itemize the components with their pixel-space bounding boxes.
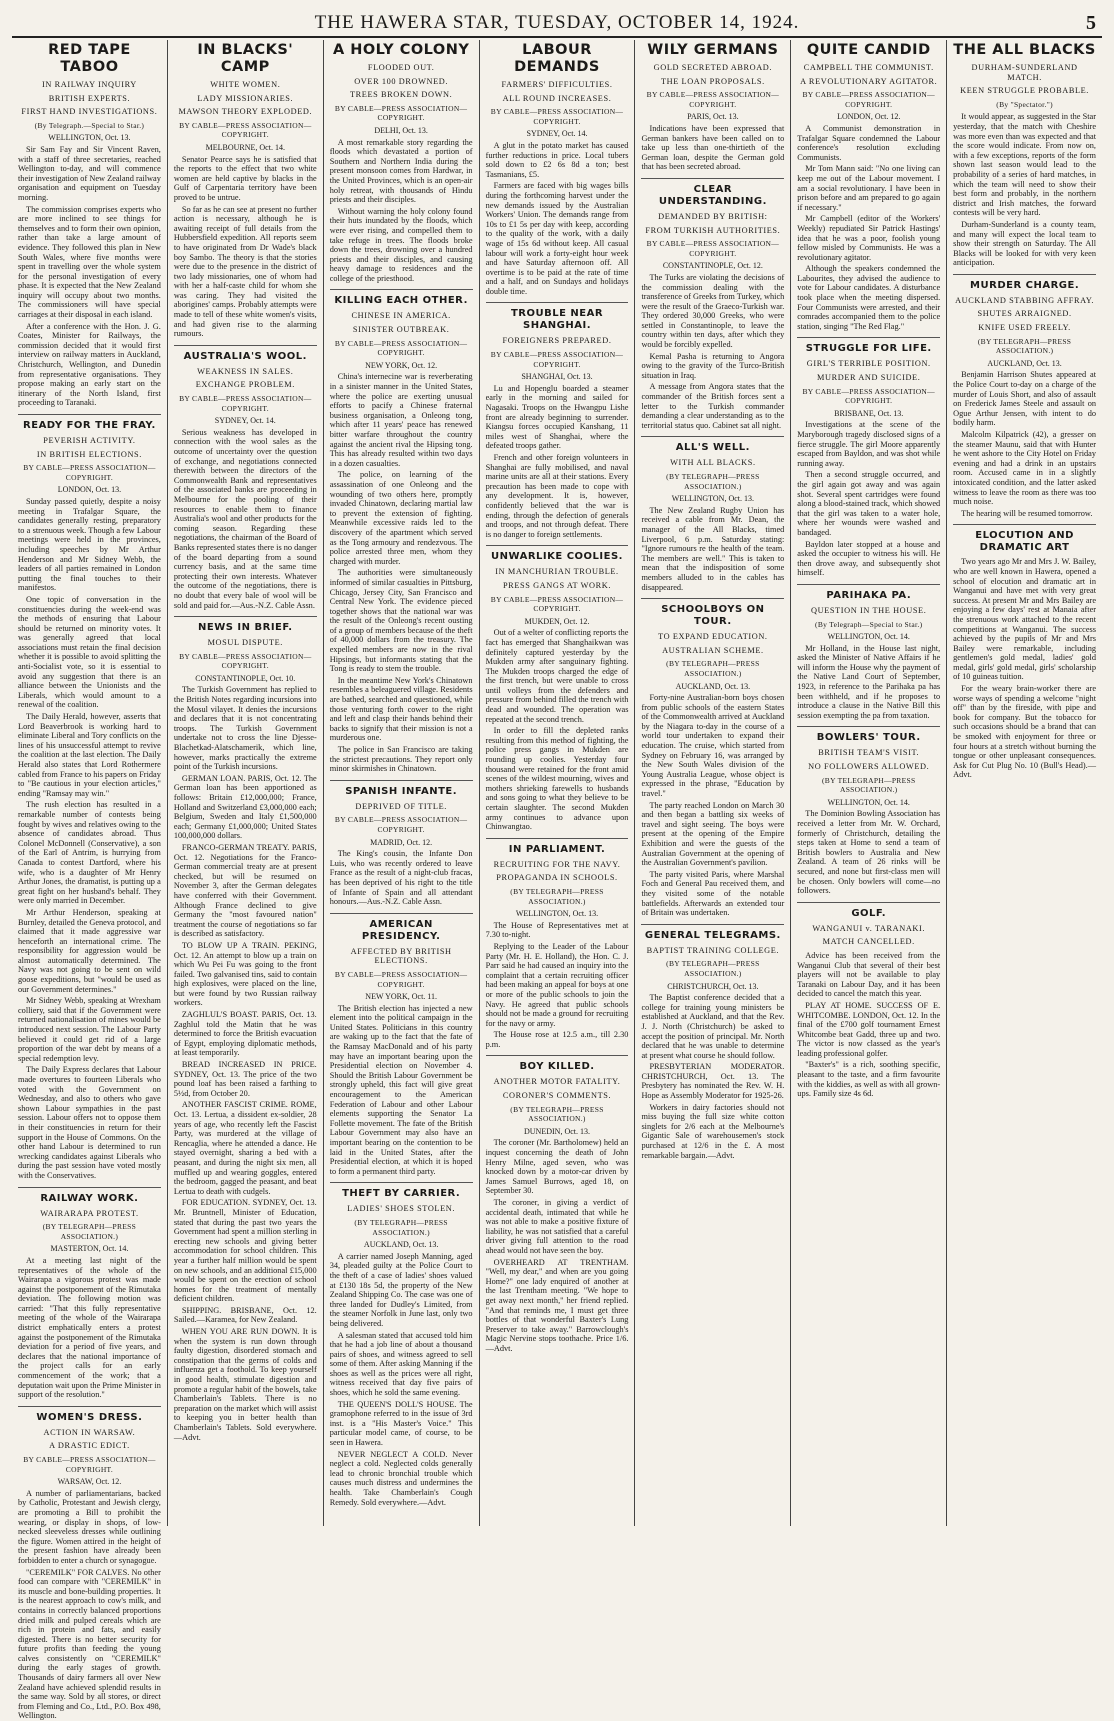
story-paragraph: In the meantime New York's Chinatown resembles a beleaguered village. Residents are bathed, searched and questioned, while those venturing forth cower to the right and left and clasp their hands behind their backs to signify that their mission is not a murderous one.: [329, 675, 473, 743]
story-subheading: MAWSON THEORY EXPLODED.: [178, 107, 313, 117]
newspaper-columns: [12, 40, 1102, 1721]
story-subheading: LADY MISSIONARIES.: [197, 93, 294, 103]
story-byline: BY CABLE—PRESS ASSOCIATION—COPYRIGHT.: [802, 90, 935, 109]
story-subheading: RECRUITING FOR THE NAVY.: [493, 859, 621, 869]
story-headline: A HOLY COLONY: [332, 42, 470, 58]
story-headline: IN BLACKS' CAMP: [197, 42, 294, 75]
story-byline: BY CABLE—PRESS ASSOCIATION—COPYRIGHT.: [23, 1455, 156, 1474]
story-dateline: LONDON, Oct. 13.: [57, 485, 122, 495]
story-subheading: NO FOLLOWERS ALLOWED.: [808, 762, 930, 772]
story-dateline: WARSAW, Oct. 12.: [57, 1477, 122, 1487]
story-headline: AMERICAN PRESIDENCY.: [330, 913, 473, 943]
story-subheading: MURDER AND SUICIDE.: [817, 373, 921, 383]
story-paragraph: Durham-Sunderland is a county team, and many will expect the local team to show their strength on Saturday. The All Blacks will be looked for with very keen anticipation.: [953, 219, 1097, 268]
story-subheading: IN BRITISH ELECTIONS.: [36, 449, 142, 459]
story-headline: AUSTRALIA'S WOOL.: [174, 345, 317, 363]
story-paragraph: A number of parliamentarians, backed by Catholic, Protestant and Jewish clergy, are promoting a Bill to prohibit the wearing, or display in shops, of low-necked sleeveless dresses while outlining the figure. Women attired in the height of the present fashion have already been forbidden to enter a church or synagogue.: [18, 1488, 161, 1565]
news-story: [641, 436, 784, 592]
story-headline: TROUBLE NEAR SHANGHAI.: [486, 302, 629, 332]
story-subheading: AUSTRALIAN SCHEME.: [662, 645, 764, 655]
story-dateline: SHANGHAI, Oct. 13.: [521, 372, 593, 382]
story-subheading: EXCHANGE PROBLEM.: [195, 380, 295, 390]
story-subheading: ACTION IN WARSAW.: [43, 1427, 136, 1437]
story-subheading: DEMANDED BY BRITISH:: [658, 211, 768, 221]
story-subheading: GIRL'S TERRIBLE POSITION.: [806, 359, 931, 369]
story-dateline: WELLINGTON, Oct. 14.: [827, 797, 910, 807]
story-headline: SCHOOLBOYS ON TOUR.: [641, 598, 784, 628]
story-paragraph: Forty-nine Australian-born boys chosen from public schools of the eastern States of the Commonwealth arrived at Auckland by the Niagara to-day in the course of a world tour undertaken to expand their education. The cruise, which started from Sydney on February 16, was arranged by the New South Wales division of the Young Australia League, whose object is expressed in the phrase, "Education by travel.": [641, 693, 785, 799]
story-paragraph: The rush election has resulted in a remarkable number of contests being fought by wives and relatives owing to the absence of candidates abroad. Thus Colonel McDonnell (Conservative), a son of the Earl of Antrim, is hurrying from Canada to contest Dartford, where his wife, who is a daughter of Mr Henry Arthur Jones, the dramatist, is putting up a great fight on her husband's behalf. They were only married in December.: [18, 800, 161, 906]
story-byline: (BY TELEGRAPH—PRESS ASSOCIATION.): [666, 659, 760, 678]
news-column: [480, 40, 636, 1526]
story-paragraph: THE QUEEN'S DOLL'S HOUSE. The gramophone referred to in the issue of 3rd inst. is a "His Master's Voice." This particular model came, of course, to be seen in Hawera.: [329, 1399, 473, 1448]
story-paragraph: The hearing will be resumed tomorrow.: [961, 508, 1093, 518]
story-paragraph: The Daily Herald, however, asserts that Lord Beaverbrook is working hard to eliminate Liberal and Tory conflicts on the lines of his unsuccessful attempt to revive the coalition at the last election. The Daily Herald also states that Lord Rothermere cabled from France to his papers on Friday to "Be cautious in your election articles," ending "Ramsay may win.": [18, 712, 161, 798]
story-paragraph: FRANCO-GERMAN TREATY. PARIS, Oct. 12. Negotiations for the Franco-German commercial treaty are at present checked, but will be resumed on November 3, after the German delegates have conferred with their Government. Although France declined to give Germany the "most favoured nation" treatment the course of negotiations so far is described as satisfactory.: [173, 842, 317, 939]
news-story: [641, 178, 784, 430]
story-paragraph: Sir Sam Fay and Sir Vincent Raven, with a staff of three secretaries, reached Wellington to-day, and will commence their investigation of New Zealand railway organisation and equipment on Tuesday morning.: [18, 144, 161, 202]
news-column: [168, 40, 324, 1526]
story-dateline: DELHI, Oct. 13.: [374, 125, 428, 135]
story-byline: (BY TELEGRAPH—PRESS ASSOCIATION.): [666, 472, 760, 491]
story-headline: QUITE CANDID: [806, 42, 931, 58]
story-headline: RAILWAY WORK.: [18, 1187, 161, 1205]
story-paragraph: "CEREMILK" FOR CALVES. No other food can compare with "CEREMILK" in its muscle and bone-building properties. It is the nearest approach to cow's milk, and contains in correctly balanced proportions dried milk and pulped cereals which are rich in protein and fats, and easily digested. There is no better security for future profits than feeding the young calves consistently on "CEREMILK" during the early stages of growth. Thousands of dairy farmers all over New Zealand have achieved splendid results in the same way. Sold by all stores, or direct from Fleming and Co., Ltd., P.O. Box 498, Wellington.: [18, 1567, 161, 1721]
story-paragraph: So far as he can see at present no further action is necessary, although he is awaiting receipt of full details from the Hubbersfield expedition. All reports seem to have originated from Dr Wade's black boy Sambo. The theory is that the stories were due to the presence in the district of two lady missionaries, one of whom had with her a half-caste child for whom she was caring. They had visited the aborigines' camps. Probably attempts were made to tell of these white women's visits, and had given rise to the alarming rumours.: [173, 204, 317, 339]
news-story: [330, 42, 473, 283]
story-paragraph: ANOTHER FASCIST CRIME. ROME, Oct. 13. Lertua, a dissident ex-soldier, 28 years of age, who recently left the Fascist Party, was murdered at the village of Rencaglia, where he attended a dance. He stayed overnight, sharing a bed with a peasant, and during the night six men, all muffled up and wearing goggles, entered the bedroom, gagged the peasant, and beat Lertua to death with cudgels.: [173, 1100, 317, 1196]
story-paragraph: The authorities were simultaneously informed of similar casualties in Pittsburg, Chicago, Jersey City, San Francisco and Central New York. The evidence pieced together shows that the national war was the result of the Onleong's recent ousting of a group of members because of the theft of 40,000 dollars from the treasury. The expelled members are now in the rival Hipsings, but informants stating that the Tong is ready to stem the trouble.: [329, 568, 473, 674]
story-paragraph: OVERHEARD AT TRENTHAM. "Well, my dear," and when are you going Home?" one lady enquired of another at the last Trentham meeting. "We hope to get away next month," her friend replied. "And that reminds me, I must get three bottles of that wonderful Baxter's Lung Preserver to take away." Barrowclough's Magic Nervine stops toothache. Price 1/6.—Advt.: [485, 1257, 629, 1353]
story-paragraph: The party reached London on March 30 and then began a battling six weeks of travel and sight seeing. The boys were present at the opening of the Empire Exhibition and were the guests of the Australian Government at the opening of the Australian Government's pavilion.: [641, 800, 785, 868]
story-byline: (By Telegraph—Special to Star.): [815, 619, 923, 629]
story-paragraph: A glut in the potato market has caused further reductions in price. Local tubers sold down to £2 6s 8d a ton; best Tasmanians, £5.: [485, 140, 629, 179]
news-story: [330, 1182, 473, 1507]
news-story: [174, 616, 317, 1442]
story-headline: CLEAR UNDERSTANDING.: [641, 178, 784, 208]
story-headline: ALL'S WELL.: [641, 436, 784, 454]
story-byline: BY CABLE—PRESS ASSOCIATION—COPYRIGHT.: [334, 103, 468, 123]
story-paragraph: FOR EDUCATION. SYDNEY, Oct. 13. Mr. Bruntnell, Minister of Education, stated that during the past two years the Government had spent a million sterling in erecting new schools and giving better accommodation for school children. This year a further half million would be spent on new schools, and an additional £15,000 would be spent on the erection of school homes for the treatment of mentally deficient children.: [173, 1198, 317, 1304]
story-subheading: WAIRARAPA PROTEST.: [40, 1208, 139, 1218]
story-paragraph: In order to fill the depleted ranks resulting from this method of fighting, the police press gangs in Mukden are rounding up coolies. Yesterday four thousand were retained for the front amid scenes of the wildest mourning, wives and mothers shrieking farewells to husbands and sons going to what they believe to be certain slaughter. The second Mukden army continues to advance upon Chinwangtao.: [485, 726, 629, 832]
story-headline: NEWS IN BRIEF.: [174, 616, 317, 634]
story-paragraph: Without warning the holy colony found their huts inundated by the floods, which were ever rising, and compelled them to take refuge in trees. The floods broke down the trees, drowning over a hundred priests and their disciples, and causing heavy damage to residences and the college of the priesthood.: [329, 206, 473, 283]
story-paragraph: Lu and Hopenglu boarded a steamer early in the morning and sailed for Nagasaki. Troops on the Hwangpu Lishe front are already beginning to surrender. Kiangsu forces occupied Kanshang, 11 miles west of Shanghai, where the defeated troops gather.: [485, 383, 629, 451]
story-paragraph: TO BLOW UP A TRAIN. PEKING, Oct. 12. An attempt to blow up a train on which Wu Pei Fu was going to the front failed. Two galvanised tins, said to contain high explosives, were placed on the line, but were found by two Russian railway workers.: [173, 940, 317, 1008]
story-subheading: IN RAILWAY INQUIRY: [42, 80, 137, 89]
page-number: 5: [1086, 12, 1096, 34]
story-subheading: WEAKNESS IN SALES.: [197, 366, 294, 376]
story-paragraph: The King's cousin, the Infante Don Luis, who was recently ordered to leave France as the result of a night-club fracas, has been deprived of his right to the title of Infante of Spain and all attendant honours.—Aus.-N.Z. Cable Assn.: [329, 849, 473, 907]
story-subheading: SINISTER OUTBREAK.: [352, 325, 450, 335]
story-paragraph: It would appear, as suggested in the Star yesterday, that the match with Cheshire was more even than was expected and that the score would indicate. From now on, with a few exceptions, reports of the form shown last season would lead to the probability of a series of hard matches, in which the team will need to show their best form and probably, in the northern district and Irish matches, the forward contests will be very hard.: [953, 112, 1097, 218]
news-column: [791, 40, 947, 1526]
story-subheading: FOREIGNERS PREPARED.: [502, 336, 612, 346]
story-headline: WILY GERMANS: [647, 42, 779, 58]
story-paragraph: A carrier named Joseph Manning, aged 34, pleaded guilty at the Police Court to the theft of a case of ladies' shoes valued at £130 18s 5d, the property of the New Zealand Shipping Co. The case was one of three landed for Dudley's Limited, from the steamer Norfolk in June last, only two being delivered.: [329, 1251, 473, 1328]
story-subheading: OVER 100 DROWNED.: [354, 76, 449, 86]
story-paragraph: "Baxter's" is a rich, soothing specific, pleasant to the taste, and a firm favourite with the kiddies, as well as with all grown-ups. Family size 4s 6d.: [797, 1060, 941, 1099]
story-paragraph: Mr Tom Mann said: "No one living can keep me out of the Labour movement. I am a social revolutionary. I have been in prison before and am prepared to go again if necessary.": [797, 164, 941, 212]
story-subheading: FARMERS' DIFFICULTIES.: [501, 80, 613, 89]
story-subheading: CORONER'S COMMENTS.: [502, 1091, 612, 1101]
story-headline: BOWLERS' TOUR.: [797, 726, 940, 744]
story-subheading: GOLD SECRETED ABROAD.: [653, 63, 773, 72]
story-paragraph: PRESBYTERIAN MODERATOR. CHRISTCHURCH, Oct. 13. The Presbytery has nominated the Rev. W. H. Hope as Assembly Moderator for 1925-26.: [641, 1062, 785, 1101]
story-paragraph: Mr Campbell (editor of the Workers' Weekly) repudiated Sir Patrick Hastings' idea that he was a poor, foolish young fellow misled by Communists. He was a revolutionary agitator.: [797, 214, 941, 262]
news-column: [635, 40, 791, 1526]
story-subheading: FIRST HAND INVESTIGATIONS.: [21, 107, 158, 117]
story-byline: (BY TELEGRAPH—PRESS ASSOCIATION.): [42, 1222, 137, 1241]
story-dateline: MUKDEN, Oct. 12.: [524, 616, 590, 626]
story-dateline: CONSTANTINOPLE, Oct. 12.: [662, 261, 763, 271]
news-story: [797, 726, 940, 895]
story-paragraph: A salesman stated that accused told him that he had a job line of about a thousand pairs of shoes, and witness agreed to sell some of them. After asking Manning if the shoes as well as the prices were all right, witness received that day five pairs of shoes, which he sold the same evening.: [329, 1330, 473, 1398]
story-headline: UNWARLIKE COOLIES.: [486, 545, 629, 563]
story-paragraph: The police in San Francisco are taking the strictest precautions. They report only minor skirmishes in Chinatown.: [329, 745, 473, 774]
story-paragraph: Farmers are faced with big wages bills during the forthcoming harvest under the new demands issued by the Australian Workers' Union. The demands range from 10s to £1 5s per day with keep, according to the quality of the work, with a daily wage of 15s 6d without keep. All casual labour will work a forty-eight hour week and have Saturday afternoon off. All overtime is to be paid at the rate of time and a half, and on Sundays and holidays double time.: [485, 181, 629, 296]
news-story: [797, 902, 940, 1099]
story-subheading: CAMPBELL THE COMMUNIST.: [803, 63, 934, 72]
story-paragraph: Mr Arthur Henderson, speaking at Burnley, detailed the Geneva protocol, and claimed that it made aggressive war henceforth an international crime. The responsibility for aggression would be almost automatically determined. The Navy was not going to be sent on wild goose expeditions, but "would be used as our Government determines.": [18, 907, 161, 994]
news-story: [18, 42, 161, 408]
story-paragraph: Although the speakers condemned the Labourites, they advised the audience to vote for Labour candidates. A disturbance took place when the meeting dispersed. Four Communists were arrested, and their comrades accompanied them to the police station, singing "The Red Flag.": [797, 264, 941, 331]
news-story: [18, 1187, 161, 1400]
story-subheading: TO EXPAND EDUCATION.: [658, 632, 768, 642]
story-dateline: WELLINGTON, Oct. 13.: [671, 494, 754, 504]
story-byline: (BY TELEGRAPH—PRESS ASSOCIATION.): [510, 1104, 604, 1124]
story-headline: MURDER CHARGE.: [953, 274, 1096, 292]
story-subheading: TREES BROKEN DOWN.: [350, 90, 453, 100]
story-paragraph: The coroner (Mr. Bartholomew) held an inquest concerning the death of John Henry Milne, aged seven, who was knocked down by a motor-car driven by James Samuel Burrows, aged 18, on September 30.: [485, 1138, 629, 1196]
story-dateline: CHRISTCHURCH, Oct. 13.: [667, 981, 759, 991]
story-paragraph: Malcolm Kilpatrick (42), a gresser on the steamer Maunu, said that with Hunter he went ashore to the City Hotel on Friday evening and had a drink in an upstairs room. Accused came in in a slightly intoxicated condition, and the latter asked witness to leave the room as there was too much noise.: [953, 430, 1097, 507]
story-subheading: MATCH CANCELLED.: [822, 937, 915, 947]
story-paragraph: The Turks are violating the decisions of the commission dealing with the transference of Greeks from Turkey, which were the result of the Graeco-Turkish war. They ordered 30,000 Greeks, who were settled in Constantinople, to leave the country within ten days, after which they would be forcibly expelled.: [641, 272, 785, 350]
story-dateline: LONDON, Oct. 12.: [837, 112, 901, 122]
news-story: [486, 545, 629, 831]
story-paragraph: The House of Representatives met at 7.30 to-night.: [485, 920, 629, 940]
story-byline: BY CABLE—PRESS ASSOCIATION—COPYRIGHT.: [646, 239, 780, 258]
story-paragraph: Serious weakness has developed in connection with the wool sales as the outcome of uncertainty over the question of exchange, and negotiations connected therewith between the directors of the Commonwealth Bank and representatives of the associated banks are proceeding in Melbourne for the pooling of their resources to enable them to finance Australia's wool and other products for the coming season. Regarding these negotiations, the chairman of the Board of Banks represented states there is no danger of the board departing from a sound currency basis, and at the same time protecting their own interests. Whatever the outcome of the negotiations, there is no doubt that every bale of wool will be sold and paid for.—Aus.-N.Z. Cable Assn.: [173, 427, 317, 610]
story-subheading: THE LOAN PROPOSALS.: [660, 76, 765, 86]
news-story: [486, 1055, 629, 1353]
news-story: [330, 913, 473, 1177]
story-subheading: BAPTIST TRAINING COLLEGE.: [646, 945, 780, 955]
story-paragraph: GERMAN LOAN. PARIS, Oct. 12. The German loan has been apportioned as follows: Britain £12,000,000; France, Holland and Switzerland £3,000,000 each; Belgium, Sweden and Italy £1,500,000 each; Germany £1,000,000; United States 100,000,000 dollars.: [173, 773, 317, 841]
story-paragraph: The Baptist conference decided that a college for training young ministers be established at Auckland, and that the Rev. J. J. North (Christchurch) be asked to accept the position of principal. Mr. North declared that he was unable to determine at present what course he should follow.: [641, 993, 785, 1060]
story-subheading: MOSUL DISPUTE.: [207, 638, 283, 648]
story-subheading: KEEN STRUGGLE PROBABLE.: [960, 86, 1089, 96]
story-headline: GOLF.: [797, 902, 940, 920]
story-headline: ELOCUTION AND DRAMATIC ART: [953, 524, 1096, 554]
story-headline: THEFT BY CARRIER.: [330, 1182, 473, 1200]
story-dateline: MADRID, Oct. 12.: [370, 837, 433, 847]
story-subheading: DEPRIVED OF TITLE.: [355, 801, 447, 811]
story-byline: BY CABLE—PRESS ASSOCIATION—COPYRIGHT.: [179, 651, 312, 671]
story-byline: (By "Spectator."): [996, 99, 1053, 109]
news-story: [18, 414, 161, 1181]
story-paragraph: The House rose at 12.5 a.m., till 2.30 p.m.: [485, 1030, 629, 1049]
story-subheading: FLOODED OUT.: [367, 63, 435, 72]
story-dateline: WELLINGTON, Oct. 14.: [827, 632, 910, 642]
story-headline: WOMEN'S DRESS.: [18, 1406, 161, 1424]
story-byline: BY CABLE—PRESS ASSOCIATION—COPYRIGHT.: [334, 969, 468, 989]
story-dateline: SYDNEY, Oct. 14.: [526, 129, 588, 139]
news-story: [953, 524, 1096, 780]
story-byline: BY CABLE—PRESS ASSOCIATION—COPYRIGHT.: [334, 338, 468, 358]
newspaper-title: THE HAWERA STAR, TUESDAY, OCTOBER 14, 1924.: [314, 12, 800, 33]
story-subheading: PROPAGANDA IN SCHOOLS.: [496, 873, 618, 883]
story-dateline: NEW YORK, Oct. 12.: [365, 360, 438, 370]
story-byline: BY CABLE—PRESS ASSOCIATION—COPYRIGHT.: [490, 107, 624, 126]
news-story: [18, 1406, 161, 1721]
story-paragraph: WHEN YOU ARE RUN DOWN. It is when the system is run down through faulty digestion, disordered stomach and constipation that the germs of colds and influenza get a foothold. To keep yourself in good health, stimulate digestion and promote a regular habit of the bowels, take Chamberlain's Tablets. There is no preparation on the market which will assist to keeping you in better health than Chamberlain's Tablets. Sold everywhere.—Advt.: [173, 1327, 317, 1442]
story-dateline: BRISBANE, Oct. 13.: [834, 408, 904, 418]
story-subheading: PRESS GANGS AT WORK.: [502, 580, 612, 590]
story-byline: BY CABLE—PRESS ASSOCIATION—COPYRIGHT.: [23, 463, 156, 482]
story-dateline: MELBOURNE, Oct. 14.: [205, 142, 285, 152]
story-paragraph: After a conference with the Hon. J. G. Coates, Minister for Railways, the commission decided that it would first interview on railway matters in Auckland, Christchurch, Wellington, and Dunedin from representative organisations. They propose making an early start on the itinerary of the North Island, first proceeding to Taranaki.: [18, 321, 161, 408]
story-paragraph: Two years ago Mr and Mrs J. W. Bailey, who are well known in Hawera, opened a school of elocution and dramatic art in Wanganui and have met with very great success. At present Mr and Mrs Bailey are enjoying a few days' rest at Manaia after the strenuous work attached to the recent competitions at Wanganui. The success achieved by the pupils of Mr and Mrs Bailey were remarkable, including gentlemen's gold medal, ladies' gold medal, girls' gold medal, girls' scholarship of 10 guineas tuition.: [953, 557, 1097, 682]
news-column: [947, 40, 1102, 1526]
story-headline: STRUGGLE FOR LIFE.: [797, 337, 940, 355]
story-paragraph: The British election has injected a new element into the political campaign in the United States. Politicians in this country are waking up to the fact that the fate of the Ramsay MacDonald and of his party may have an important bearing upon the Presidential election on November 4. Should the British Labour Government be strongly upheld, this fact will give great encouragement to the American Federation of Labour and other Labour elements supporting the Senator La Follette movement. The fate of the British Labour Government may also have an important bearing on the contention to be laid in the United States, after the Presidential election, at which it is hoped to form a permanent third party.: [329, 1003, 473, 1176]
story-headline: GENERAL TELEGRAMS.: [641, 924, 784, 942]
news-story: [953, 42, 1096, 268]
story-paragraph: Bayldon later stopped at a house and asked the occupier to witness his will. He then drove away, and subsequently shot himself.: [797, 539, 941, 578]
story-subheading: A REVOLUTIONARY AGITATOR.: [800, 76, 938, 86]
story-subheading: AUCKLAND STABBING AFFRAY.: [955, 295, 1095, 305]
story-paragraph: ZAGHLUL'S BOAST. PARIS, Oct. 13. Zaghlul told the Matin that he was determined to force the British evacuation of Egypt, employing diplomatic methods, at least temporarily.: [173, 1010, 317, 1058]
story-headline: READY FOR THE FRAY.: [18, 414, 161, 432]
story-headline: THE ALL BLACKS: [953, 42, 1096, 58]
story-subheading: BRITISH TEAM'S VISIT.: [818, 748, 920, 758]
story-paragraph: Senator Pearce says he is satisfied that the reports to the effect that two white women are held captive by blacks in the Gulf of Carpentaria territory have been proved to be untrue.: [173, 154, 317, 202]
story-dateline: MASTERTON, Oct. 14.: [50, 1244, 129, 1254]
news-story: [953, 274, 1096, 518]
story-headline: IN PARLIAMENT.: [486, 838, 629, 856]
masthead: [12, 10, 1102, 38]
story-dateline: SYDNEY, Oct. 14.: [214, 416, 276, 426]
story-paragraph: The police, on learning of the assassination of one Onleong and the wounding of two others here, promptly invaded Chinatown, declaring martial law to prevent the extension of fighting. Meanwhile excessive raids led to the discovery of the apartment which served as the Tong armoury and rendezvous. The police arrested three men, whom they charged with murder.: [329, 470, 473, 566]
story-paragraph: Mr Sidney Webb, speaking at Wrexham colliery, said that if the Government were returned nationalisation of mines would be introduced next session. The Labour Party believed it could get rid of a large proportion of the war debt by means of a special redemption levy.: [18, 996, 161, 1063]
story-paragraph: BREAD INCREASED IN PRICE. SYDNEY, Oct. 13. The price of the two pound loaf has been raised a farthing to 5½d, from October 20.: [173, 1060, 317, 1098]
story-subheading: CHINESE IN AMERICA.: [351, 311, 451, 321]
news-column: [12, 40, 168, 1721]
story-byline: (BY TELEGRAPH—PRESS ASSOCIATION.): [822, 775, 916, 795]
news-story: [797, 337, 940, 577]
story-paragraph: The coroner, in giving a verdict of accidental death, intimated that while he was not able to make a positive fixture of liability, he was not satisfied that a careful driver giving full attention to the road ahead would not have seen the boy.: [485, 1198, 629, 1255]
story-paragraph: Sunday passed quietly, despite a noisy meeting in Trafalgar Square, the candidates generally resting, preparatory to a strenuous week. Though a few Labour meetings were held in the provinces, including speeches by Mr Arthur Henderson and Mr Sidney Webb, the leaders of all parties remained in London putting the final touches to their manifestos.: [18, 496, 161, 593]
story-paragraph: A Communist demonstration in Trafalgar Square condemned the Labour conference's resolution excluding Communists.: [797, 123, 941, 162]
story-paragraph: The Turkish Government has replied to the British Notes regarding incursions into the Mosul vilayet. It denies the incursions and declares that it is not concentrating troops. The Turkish Government undertake not to cross the line Djesse-Blachetkad-Alatschamerik, which line, however, marks practically the extreme point of the Turkish incursions.: [173, 685, 317, 772]
story-subheading: WITH ALL BLACKS.: [670, 458, 756, 468]
news-column: [324, 40, 480, 1526]
story-paragraph: PLAY AT HOME. SUCCESS OF E. WHITCOMBE. LONDON, Oct. 12. In the final of the £700 golf tournament Ernest Whitcombe beat Gadd, three up and two. The victor is now classed as the year's leading professional golfer.: [797, 1000, 941, 1058]
story-subheading: FROM TURKISH AUTHORITIES.: [645, 225, 781, 235]
news-story: [797, 584, 940, 721]
story-byline: BY CABLE—PRESS ASSOCIATION—COPYRIGHT.: [334, 815, 468, 834]
story-paragraph: The commission comprises experts who are more inclined to see things for themselves and to form their own opinion, rather than take a large amount of evidence. They followed this plan in New South Wales, where five months were spent in travelling over the whole system for the personal investigation of every phase. It is expected that the New Zealand inquiry will occupy about two months. The commissioners will have special carriages at their disposal in each island.: [18, 204, 161, 320]
story-subheading: SHUTES ARRAIGNED.: [977, 309, 1072, 319]
news-story: [486, 302, 629, 539]
story-subheading: ALL ROUND INCREASES.: [502, 93, 612, 103]
story-dateline: WELLINGTON, Oct. 13.: [48, 133, 131, 143]
news-story: [174, 42, 317, 339]
story-paragraph: Out of a welter of conflicting reports the fact has emerged that Shanghaikwan was definitely captured yesterday by the Mukden army after sanguinary fighting. The Mukden troops charged the edge of the first trench, but were unable to cross until volleys from the defenders and pressure from behind filled the trench with dead and wounded. The operation was repeated at the second trench.: [485, 628, 629, 724]
story-paragraph: The Dominion Bowling Association has received a letter from Mr. W. Orchard, formerly of Christchurch, detailing the steps taken at Home to send a team of British bowlers to Australia and New Zealand. A team of 26 rinks will be secured, and none but first-class men will be chosen. Only bowlers will come—no followers.: [797, 809, 941, 896]
news-story: [641, 42, 784, 172]
story-subheading: A DRASTIC EDICT.: [49, 1441, 130, 1451]
story-paragraph: Then a second struggle occurred, and the girl again got away and was again shot. Several spent cartridges were found along a blood-stained track, which showed that the girl was taken to a water hole, where her wounds were washed and bandaged.: [797, 470, 941, 537]
story-byline: BY CABLE—PRESS ASSOCIATION—COPYRIGHT.: [179, 120, 312, 140]
story-byline: BY CABLE—PRESS ASSOCIATION—COPYRIGHT.: [490, 594, 624, 614]
story-paragraph: The Daily Express declares that Labour made overtures to fourteen Liberals who voted with the Government on Wednesday, and also to others who gave shown Labour sympathies in the past session. Labour offers not to oppose them in their constituencies in return for their support in the House of Commons. On the other hand Labour is determined to run wrecking candidates against Liberals who during the past session have voted mostly with the Conservatives.: [18, 1065, 161, 1180]
story-paragraph: Benjamin Harrison Shutes appeared at the Police Court to-day on a charge of the murder of Louis Short, and also of assault on Frederick James Steele and assault on Ogue Arthur Jensen, with intent to do bodily harm.: [953, 370, 1097, 428]
story-headline: BOY KILLED.: [486, 1055, 629, 1073]
story-paragraph: A most remarkable story regarding the floods which devastated a portion of Southern and Northern India during the present monsoon comes from Hardwar, in the United Provinces, which is an open-air holy retreat, with thousands of Hindu priests and their disciples.: [329, 137, 473, 205]
story-subheading: WANGANUI v. TARANAKI.: [812, 923, 926, 933]
story-headline: PARIHAKA PA.: [797, 584, 940, 602]
news-story: [330, 780, 473, 907]
story-subheading: KNIFE USED FREELY.: [978, 323, 1071, 333]
news-story: [174, 345, 317, 610]
story-byline: BY CABLE—PRESS ASSOCIATION—COPYRIGHT.: [179, 394, 312, 413]
story-paragraph: Workers in dairy factories should not miss buying the full size white cotton singlets for 2/6 each at the Melbourne's Gigantic Sale of warehousemen's stock purchased at 12/6 in the £. A most remarkable bargain.—Advt.: [641, 1102, 785, 1160]
story-paragraph: At a meeting last night of the representatives of the whole of the Wairarapa a vigorous protest was made against the postponement of the Rimutaka deviation. The following motion was carried: "That this fully representative meeting of the whole of the Wairarapa district emphatically enters a protest against the postponement of the Rimutaka deviation for a period of five years, and declares that the national importance of the project calls for an early commencement of the work; that a deputation wait upon the Prime Minister in support of the resolution.": [18, 1255, 161, 1400]
news-story: [330, 289, 473, 773]
story-subheading: ANOTHER MOTOR FATALITY.: [493, 1077, 621, 1087]
story-byline: (BY TELEGRAPH—PRESS ASSOCIATION.): [354, 1217, 448, 1237]
story-paragraph: NEVER NEGLECT A COLD. Never neglect a cold. Neglected colds generally lead to chronic bronchial trouble which causes much distress and undermines the health. Take Chamberlain's Cough Remedy. Sold everywhere.—Advt.: [329, 1449, 473, 1507]
story-byline: BY CABLE—PRESS ASSOCIATION—COPYRIGHT.: [490, 350, 624, 369]
news-story: [486, 42, 629, 296]
news-story: [641, 924, 784, 1160]
story-subheading: PEVERISH ACTIVITY.: [43, 436, 136, 445]
story-subheading: AFFECTED BY BRITISH ELECTIONS.: [350, 946, 452, 966]
story-dateline: WELLINGTON, Oct. 13.: [515, 909, 599, 919]
story-subheading: WHITE WOMEN.: [210, 80, 281, 89]
story-byline: (BY TELEGRAPH—PRESS ASSOCIATION.): [666, 959, 760, 978]
story-dateline: DUNEDIN, Oct. 13.: [524, 1126, 590, 1136]
story-paragraph: French and other foreign volunteers in Shanghai are fully mobilised, and naval marine units are all at their stations. Every precaution has been made to cope with any development. It is, however, confidently believed that the war is ending, through the defection of generals and troops, and not through defeat. There is no danger to foreign settlements.: [485, 453, 629, 539]
story-paragraph: Kemal Pasha is returning to Angora owing to the gravity of the Turco-British situation in Iraq.: [641, 351, 785, 380]
story-headline: RED TAPE TABOO: [48, 42, 131, 75]
story-paragraph: One topic of conversation in the constituencies during the week-end was the methods of ensuring that Labour should be returned on minority votes. It was generally agreed that local associations must retain the final decision whether it is possible to avoid splitting the anti-Socialist vote, so it is essential to avoid any suggestion that there is an alliance between the Unionists and the Liberals, which would amount to a renewal of the coalition.: [18, 594, 161, 710]
story-headline: LABOUR DEMANDS: [514, 42, 600, 75]
story-subheading: QUESTION IN THE HOUSE.: [811, 605, 927, 615]
story-byline: (BY TELEGRAPH—PRESS ASSOCIATION.): [977, 336, 1072, 356]
news-story: [797, 42, 940, 331]
story-headline: SPANISH INFANTE.: [330, 780, 473, 798]
story-paragraph: Mr Holland, in the House last night, asked the Minister of Native Affairs if he will inform the House why the payment of the Native Land Court of September, 1923, in reference to the Parihaka pa has been withheld, and if he proposes to introduce a clause in the Native Bill this session exempting the pa from taxation.: [797, 643, 941, 720]
news-story: [641, 598, 784, 918]
story-paragraph: Replying to the Leader of the Labour Party (Mr. H. E. Holland), the Hon. C. J. Parr said he had caused an inquiry into the complaint that a certain recruiting officer had been making an appeal for boys at one or more of the public schools to join the Navy. He agreed that public schools should not be made a ground for recruiting for the navy or army.: [485, 941, 629, 1028]
story-subheading: IN MANCHURIAN TROUBLE.: [495, 567, 619, 577]
story-paragraph: Investigations at the scene of the Maryborough tragedy disclosed signs of a fierce struggle. The girl Moore apparently escaped from Bayldon, and was shot while running away.: [797, 420, 941, 468]
story-byline: (BY TELEGRAPH—PRESS ASSOCIATION.): [510, 886, 604, 906]
story-paragraph: The New Zealand Rugby Union has received a cable from Mr. Dean, the manager of the All Blacks, timed Liverpool, 6 p.m. Saturday stating: "Ignore rumours re the health of the team. The members are well." This is taken to mean that the indisposition of some members alluded to in the cables has disappeared.: [641, 505, 785, 592]
story-paragraph: China's internecine war is reverberating in a sinister manner in the United States, where the police are exerting unusual efforts to pacify a Chinese fraternal business organisation, a Onleong tong, which after 11 years' peace has renewed bitter warfare throughout the country against the ancient rival the Hipsing tong. This has already resulted within two days in a dozen casualties.: [329, 372, 473, 468]
story-dateline: AUCKLAND, Oct. 13.: [363, 1240, 439, 1250]
story-dateline: AUCKLAND, Oct. 13.: [675, 681, 751, 691]
story-byline: BY CABLE—PRESS ASSOCIATION—COPYRIGHT.: [802, 386, 935, 406]
story-byline: BY CABLE—PRESS ASSOCIATION—COPYRIGHT.: [646, 90, 780, 109]
story-subheading: DURHAM-SUNDERLAND MATCH.: [971, 63, 1078, 82]
story-paragraph: A message from Angora states that the commander of the British forces sent a letter to the Turkish commander demanding a clear understanding as to the territorial status quo. Cabinet sat all night.: [641, 382, 785, 430]
news-story: [486, 838, 629, 1050]
story-dateline: AUCKLAND, Oct. 13.: [987, 358, 1062, 368]
story-paragraph: The party visited Paris, where Marshal Foch and General Pau received them, and they visited some of the notable battlefields. Afterwards an extended tour of Britain was undertaken.: [641, 869, 785, 918]
story-subheading: BRITISH EXPERTS.: [48, 93, 131, 103]
story-dateline: NEW YORK, Oct. 11.: [365, 992, 437, 1002]
story-paragraph: SHIPPING. BRISBANE, Oct. 12. Sailed.—Karamea, for New Zealand.: [173, 1305, 317, 1325]
story-paragraph: Indications have been expressed that German bankers have been called on to take up less than one-thirtieth of the German loan, despite the German gold that has been secreted abroad.: [641, 123, 785, 172]
story-byline: (By Telegraph.—Special to Star.): [34, 120, 145, 130]
story-headline: KILLING EACH OTHER.: [330, 289, 473, 307]
story-paragraph: Advice has been received from the Wanganui Club that several of their best players will not be available to play Taranaki on Labour Day, and it has been decided to cancel the match this year.: [797, 950, 941, 999]
story-paragraph: For the weary brain-worker there are worse ways of spending a welcome "night off" than by the fireside, with pipe and book for company. But the tobacco for such occasions should be a brand that can be smoked with enjoyment for three or four hours at a stretch without burning the tongue or other unpleasant consequences. Ask for Cut Plug No. 10 (Bull's Head).—Advt.: [953, 684, 1097, 780]
story-subheading: LADIES' SHOES STOLEN.: [347, 1204, 456, 1214]
story-dateline: PARIS, Oct. 13.: [687, 112, 739, 122]
story-dateline: CONSTANTINOPLE, Oct. 10.: [195, 673, 296, 683]
